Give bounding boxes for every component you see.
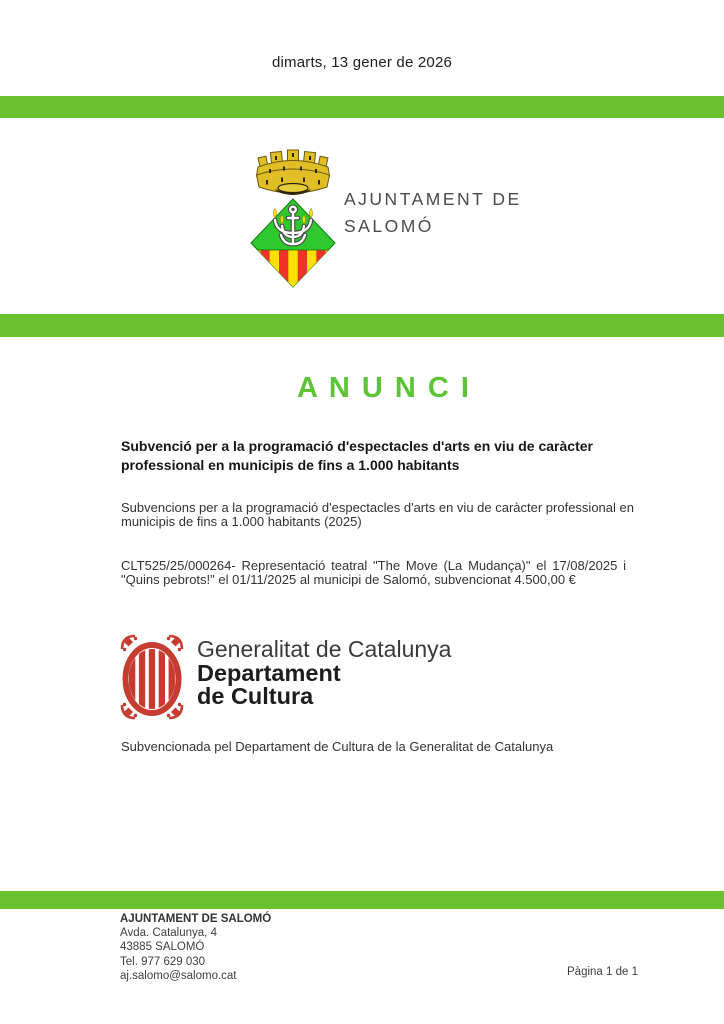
subsidy-detail: CLT525/25/000264- Representació teatral "The Move (La Mudança)" el 17/08/2025 i "Quins pebrots!" el 01/11/2025 al municipi de Salomó, subvencionat 4.500,00 € <box>121 558 626 587</box>
document-date: dimarts, 13 gener de 2026 <box>271 54 453 71</box>
footer-phone: Tel. 977 629 030 <box>120 955 206 968</box>
organization-name-line1: AJUNTAMENT DE <box>344 189 522 209</box>
organization-name <box>344 186 522 240</box>
subsidy-heading: Subvenció per a la programació d'espectacles d'arts en viu de caràcter professional en municipis de fins a 1.000 habitants <box>121 438 593 473</box>
footer-address: Avda. Catalunya, 4 <box>120 927 217 940</box>
generalitat-department-area: de Cultura <box>197 683 314 709</box>
funding-note: Subvencionada pel Departament de Cultura de la Generalitat de Catalunya <box>121 739 554 754</box>
footer-org-name: AJUNTAMENT DE SALOMÓ <box>120 913 272 925</box>
generalitat-logo-icon <box>120 634 184 720</box>
separator-bar-middle <box>0 314 724 337</box>
generalitat-block <box>120 634 451 720</box>
organization-name-line2: SALOMÓ <box>344 216 434 236</box>
page-title: A N U N C I <box>297 372 471 404</box>
page-number: Pàgina 1 de 1 <box>567 966 638 978</box>
subsidy-description: Subvencions per a la programació d'espectacles d'arts en viu de caràcter professional en municipis de fins a 1.000 habitants (2025) <box>121 500 634 529</box>
municipal-crest-icon <box>248 148 338 290</box>
generalitat-name: Generalitat de Catalunya <box>197 636 452 662</box>
generalitat-wordmark <box>197 637 451 708</box>
footer-email: aj.salomo@salomo.cat <box>120 969 237 982</box>
footer-city: 43885 SALOMÓ <box>120 941 205 954</box>
generalitat-department: Departament <box>197 660 341 686</box>
separator-bar-top <box>0 96 724 118</box>
footer-contact-block <box>120 912 271 983</box>
separator-bar-bottom <box>0 891 724 909</box>
